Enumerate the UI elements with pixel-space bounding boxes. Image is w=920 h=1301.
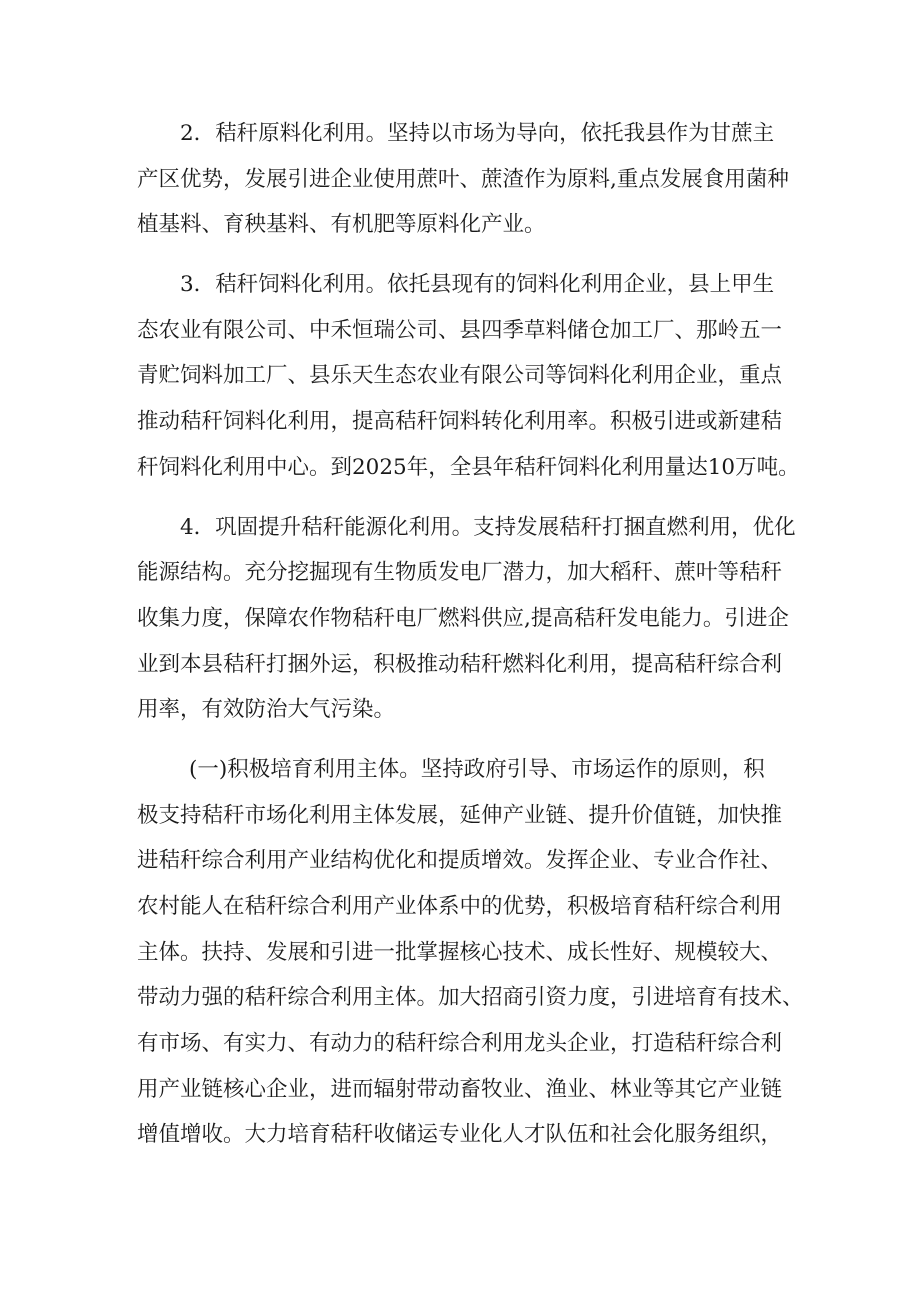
text-line: 4．巩固提升秸秆能源化利用。支持发展秸秆打捆直燃利用，优化 <box>180 514 796 540</box>
text-line: 能源结构。充分挖掘现有生物质发电厂潜力，加大稻秆、蔗叶等秸秆 <box>137 560 783 586</box>
text-line: 推动秸秆饲料化利用，提高秸秆饲料转化利用率。积极引进或新建秸 <box>137 409 783 435</box>
text-line: 秆饲料化利用中心。到2025年，全县年秸秆饲料化利用量达10万吨。 <box>137 454 800 480</box>
paragraph-straw-raw-material <box>137 111 797 248</box>
text-line: 2．秸秆原料化利用。坚持以市场为导向，依托我县作为甘蔗主 <box>180 121 775 146</box>
text-line: 主体。扶持、发展和引进一批掌握核心技术、成长性好、规模较大、 <box>137 939 783 965</box>
text-line: 植基料、育秧基料、有机肥等原料化产业。 <box>137 212 546 238</box>
text-line: 增值增收。大力培育秸秆收储运专业化人才队伍和社会化服务组织， <box>137 1122 783 1148</box>
text-line: 产区优势，发展引进企业使用蔗叶、蔗渣作为原料,重点发展食用菌种 <box>137 166 789 192</box>
paragraph-straw-feed <box>137 262 800 490</box>
text-line: 用产业链核心企业，进而辐射带动畜牧业、渔业、林业等其它产业链 <box>137 1076 783 1102</box>
text-line: 态农业有限公司、中禾恒瑞公司、县四季草料储仓加工厂、那岭五一 <box>137 317 783 343</box>
text-line: 青贮饲料加工厂、县乐天生态农业有限公司等饲料化利用企业，重点 <box>137 363 783 389</box>
text-line: 业到本县秸秆打捆外运，积极推动秸秆燃料化利用，提高秸秆综合利 <box>137 651 783 677</box>
paragraph-cultivate-entities <box>137 747 804 1158</box>
text-line: 进秸秆综合利用产业结构优化和提质增效。发挥企业、专业合作社、 <box>137 848 783 874</box>
paragraph-straw-energy <box>137 505 797 733</box>
text-line: 带动力强的秸秆综合利用主体。加大招商引资力度，引进培育有技术、 <box>137 985 804 1011</box>
text-line: 有市场、有实力、有动力的秸秆综合利用龙头企业，打造秸秆综合利 <box>137 1031 783 1057</box>
text-line: 3．秸秆饲料化利用。依托县现有的饲料化利用企业，县上甲生 <box>180 272 775 298</box>
text-line: 极支持秸秆市场化利用主体发展，延伸产业链、提升价值链，加快推 <box>137 802 783 828</box>
text-line: 农村能人在秸秆综合利用产业体系中的优势，积极培育秸秆综合利用 <box>137 894 783 919</box>
text-line: (一)积极培育利用主体。坚持政府引导、市场运作的原则，积 <box>189 756 765 782</box>
document-body <box>137 111 804 1158</box>
text-line: 用率，有效防治大气污染。 <box>137 697 396 723</box>
text-line: 收集力度，保障农作物秸秆电厂燃料供应,提高秸秆发电能力。引进企 <box>137 605 789 631</box>
